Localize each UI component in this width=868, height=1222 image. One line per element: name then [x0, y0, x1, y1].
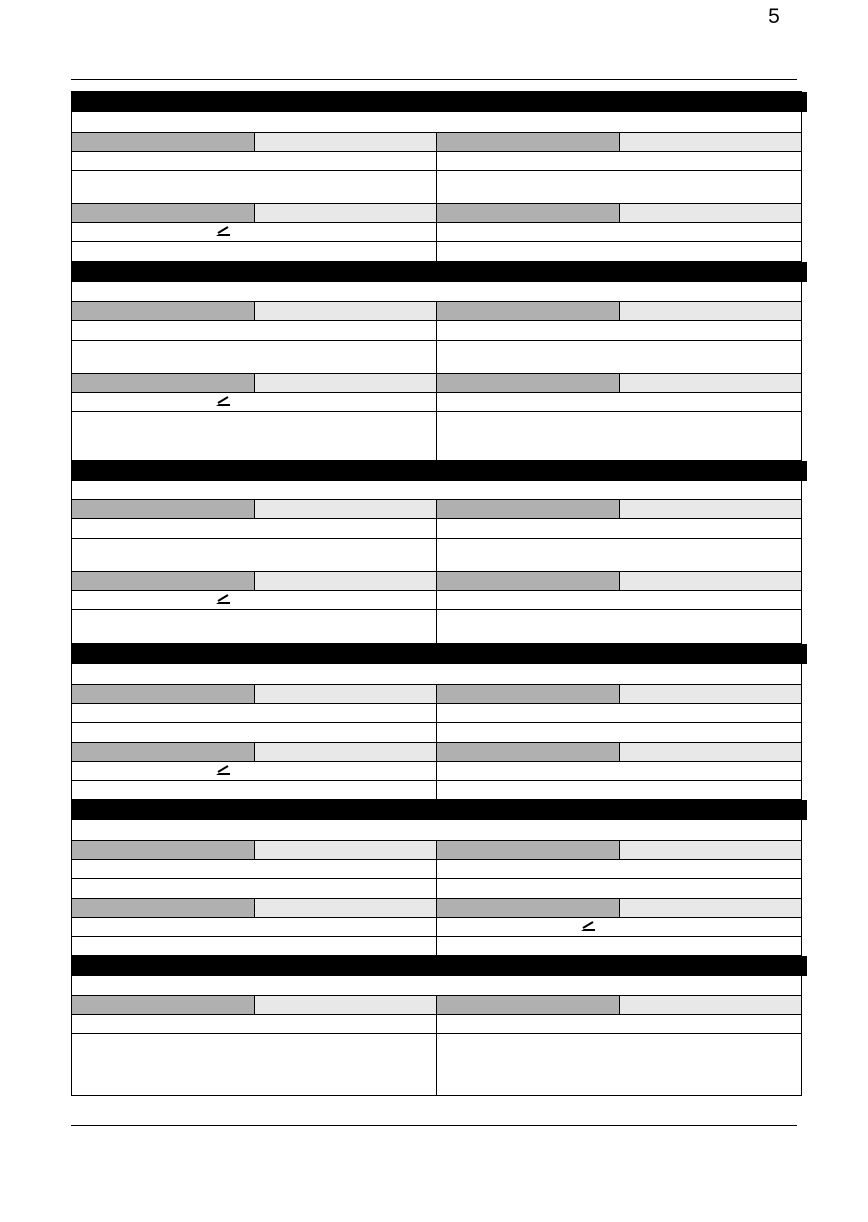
section-5-header-cell: [620, 899, 801, 917]
section-5-header-cell: [620, 841, 801, 859]
section-4-title-bar: [72, 644, 807, 664]
section-4-header-cell: [255, 685, 436, 703]
section-1-header-cell: [72, 133, 254, 151]
section-1-header-cell: [72, 204, 254, 222]
section-1-header-cell: [437, 204, 619, 222]
section-4-header-cell: [437, 685, 619, 703]
section-5-header-cell: [255, 841, 436, 859]
section-6-subtitle: [72, 976, 801, 995]
section-6-header-cell: [72, 996, 254, 1014]
section-6-title-bar: [72, 956, 807, 976]
section-6-header-cell: [255, 996, 436, 1014]
section-5-subtitle: [72, 820, 801, 840]
table-cell: [72, 152, 436, 170]
section-1-subtitle: [72, 112, 801, 132]
section-5-header-cell: [437, 841, 619, 859]
pedal-icon: [581, 921, 595, 931]
section-2-header-cell: [620, 374, 801, 392]
footer-rule: [71, 1125, 797, 1126]
section-4-header-cell: [72, 743, 254, 761]
section-3-header-cell: [255, 500, 436, 518]
section-1-header-cell: [255, 204, 436, 222]
pedal-icon: [216, 765, 230, 775]
section-3-header-cell: [255, 572, 436, 590]
table-cell: [72, 171, 436, 203]
section-1-header-cell: [255, 133, 436, 151]
table-cell: [437, 171, 801, 203]
section-4-header-cell: [620, 743, 801, 761]
section-5-header-cell: [72, 899, 254, 917]
section-5-header-cell: [72, 841, 254, 859]
table-cell: [437, 152, 801, 170]
section-2-header-cell: [255, 302, 436, 320]
section-4-subtitle: [72, 664, 801, 684]
section-6-header-cell: [437, 996, 619, 1014]
section-6-header-cell: [620, 996, 801, 1014]
section-3-title-bar: [72, 461, 807, 481]
section-3-header-cell: [620, 500, 801, 518]
header-rule: [71, 79, 797, 80]
section-4-header-cell: [437, 743, 619, 761]
section-2-subtitle: [72, 282, 801, 301]
section-1-header-cell: [620, 204, 801, 222]
section-2-header-cell: [620, 302, 801, 320]
section-4-header-cell: [255, 743, 436, 761]
section-3-header-cell: [72, 500, 254, 518]
spec-sheet: [71, 91, 802, 1096]
section-2-header-cell: [437, 302, 619, 320]
section-3-header-cell: [72, 572, 254, 590]
pedal-icon: [216, 226, 230, 236]
section-3-header-cell: [620, 572, 801, 590]
pedal-icon: [216, 396, 230, 406]
section-1-header-cell: [620, 133, 801, 151]
section-4-header-cell: [620, 685, 801, 703]
section-4-header-cell: [72, 685, 254, 703]
section-2-header-cell: [437, 374, 619, 392]
pedal-icon: [216, 594, 230, 604]
section-2-header-cell: [72, 302, 254, 320]
section-3-header-cell: [437, 572, 619, 590]
section-3-header-cell: [437, 500, 619, 518]
section-2-title-bar: [72, 262, 807, 282]
section-3-subtitle: [72, 481, 801, 499]
section-1-title-bar: [72, 92, 807, 112]
section-2-header-cell: [255, 374, 436, 392]
section-1-header-cell: [437, 133, 619, 151]
section-2-header-cell: [72, 374, 254, 392]
page-number: 5: [768, 5, 780, 28]
section-5-header-cell: [437, 899, 619, 917]
section-5-title-bar: [72, 800, 807, 820]
section-5-header-cell: [255, 899, 436, 917]
